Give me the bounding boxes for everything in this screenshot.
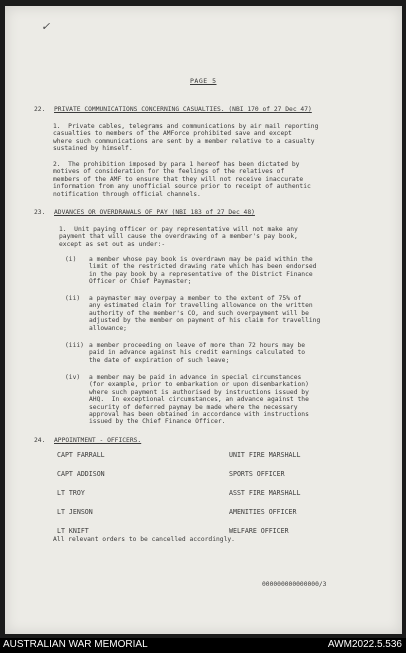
officer-name: CAPT FARRALL <box>57 451 105 459</box>
sub-item-line: a paymaster may overpay a member to the extent of 75% of <box>89 295 302 302</box>
page-number: PAGE 5 <box>190 77 217 85</box>
section-22-para-1-line: sustained by himself. <box>53 145 133 153</box>
sub-item-label: (ii) <box>65 295 81 302</box>
handwritten-mark: ✓ <box>41 20 51 33</box>
sub-item-line: authority of the member's CO, and such overpayment will be <box>89 309 309 317</box>
section-24-number: 24. <box>34 437 46 444</box>
officer-role: SPORTS OFFICER <box>229 470 285 478</box>
sub-item-label: (iii) <box>65 342 84 349</box>
document-page <box>5 6 402 634</box>
officer-name: LT KNIFT <box>57 527 89 535</box>
officer-role: WELFARE OFFICER <box>229 527 289 535</box>
sub-item-text <box>89 256 316 286</box>
officer-name: CAPT ADDISON <box>57 470 105 478</box>
sub-item-line: security of deferred paymay be made where the necessary <box>89 403 298 411</box>
continuation-marker: 000000000000000/3 <box>262 581 327 588</box>
sub-item-line: a member may be paid in advance in special circumstances <box>89 374 302 381</box>
section-22-para-2-line: information from any unofficial source prior to receipt of authentic <box>53 183 311 191</box>
sub-item-text <box>89 295 320 332</box>
officer-role: AMENITIES OFFICER <box>229 508 297 516</box>
sub-item-line: allowance; <box>89 324 127 332</box>
section-23-heading: ADVANCES OR OVERDRAWALS OF PAY (NBI 183 of 27 Dec 48) <box>54 209 255 216</box>
section-23-number: 23. <box>34 209 46 216</box>
sub-item-line: a member proceeding on leave of more than 72 hours may be <box>89 342 306 349</box>
sub-item-line: approval has been obtained in accordance with instructions <box>89 411 309 419</box>
sub-item-label: (iv) <box>65 374 81 381</box>
sub-item-line: (for example, prior to embarkation or upon disembarkation) <box>89 381 309 389</box>
sub-item-line: limit of the restricted drawing rate which has been endorsed <box>89 263 317 271</box>
sub-item-line: Officer or Chief Paymaster; <box>89 278 192 286</box>
section-23-intro-line: payment that will cause the overdrawing of a member's pay book, <box>59 233 298 241</box>
sub-item-text <box>89 342 305 364</box>
section-23-intro <box>59 226 298 248</box>
section-22-para-1 <box>53 123 318 153</box>
section-22-heading: PRIVATE COMMUNICATIONS CONCERNING CASUALTIES. (NBI 170 of 27 Dec 47) <box>54 106 312 113</box>
footer-accession-number: AWM2022.5.536 <box>327 639 402 650</box>
sub-item-label: (i) <box>65 256 77 263</box>
sub-item-line: paid in advance against his credit earnings calculated to <box>89 349 306 357</box>
section-24-heading: APPOINTMENT - OFFICERS. <box>54 437 142 444</box>
section-22-para-1-line: where such communications are sent by a member relative to a casualty <box>53 137 315 145</box>
sub-item-line: adjusted by the member on payment of his claim for travelling <box>89 317 321 325</box>
closing-line: All relevant orders to be cancelled accordingly. <box>53 536 235 543</box>
footer-institution: AUSTRALIAN WAR MEMORIAL <box>3 639 148 650</box>
sub-item-line: where such payment is authorised by instructions issued by <box>89 388 309 396</box>
sub-item-text <box>89 374 309 426</box>
section-22-para-1-line: 1. Private cables, telegrams and communications by air mail reporting <box>53 123 319 130</box>
section-22-para-2-line: notification through official channels. <box>53 190 201 198</box>
officer-role: ASST FIRE MARSHALL <box>229 489 301 497</box>
section-22-para-1-line: casualties to members of the AMForce prohibited save and except <box>53 130 292 138</box>
officer-name: LT TROY <box>57 489 85 497</box>
section-23-intro-line: except as set out as under:- <box>59 240 166 248</box>
sub-item-line: any estimated claim for travelling allowance on the written <box>89 302 313 310</box>
officer-name: LT JENSON <box>57 508 93 516</box>
section-22-para-2-line: members of the AMF to ensure that they will not receive inaccurate <box>53 175 304 183</box>
sub-item-line: a member whose pay book is overdrawn may be paid within the <box>89 256 313 263</box>
section-22-para-2 <box>53 161 311 198</box>
sub-item-line: issued by the Chief Finance Officer. <box>89 418 226 426</box>
section-22-para-2-line: 2. The prohibition imposed by para 1 hereof has been dictated by <box>53 161 300 168</box>
sub-item-line: the date of expiration of such leave; <box>89 356 230 364</box>
officer-role: UNIT FIRE MARSHALL <box>229 451 301 459</box>
sub-item-line: AHQ. In exceptional circumstances, an advance against the <box>89 396 309 404</box>
section-22-number: 22. <box>34 106 46 113</box>
section-22-para-2-line: motives of consideration for the feelings of the relatives of <box>53 168 285 176</box>
sub-item-line: in the pay book by a representative of the District Finance <box>89 270 313 278</box>
section-23-intro-line: 1. Unit paying officer or pay representative will not make any <box>59 226 298 233</box>
archive-footer <box>0 638 406 653</box>
